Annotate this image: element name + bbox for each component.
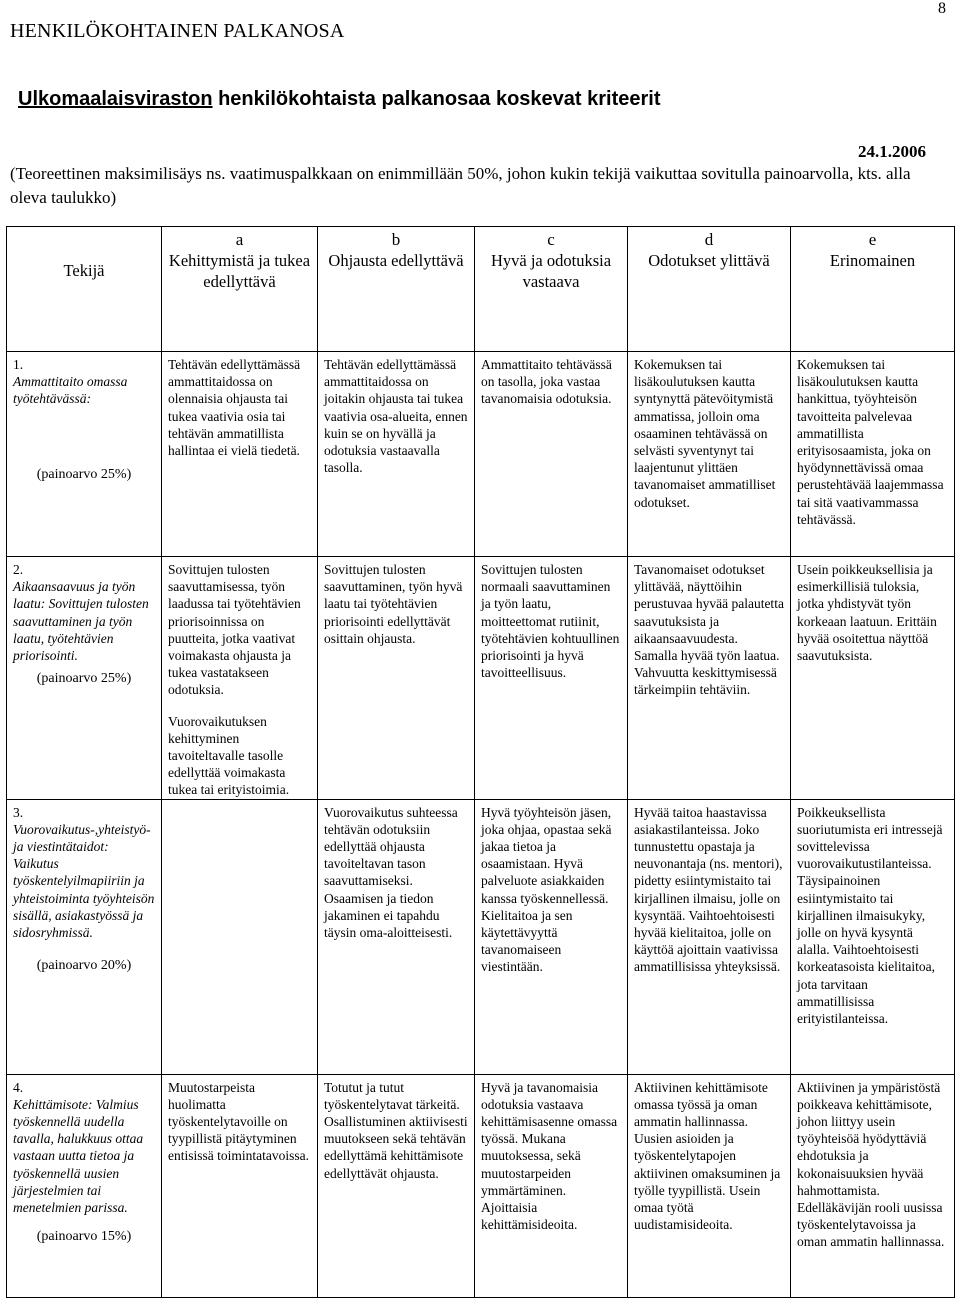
- cell-e: [791, 352, 955, 557]
- cell-text: Muutostarpeista huolimatta työskentelytavoille on tyypillistä pitäytyminen entisissä toimintatavoissa.: [168, 1079, 309, 1164]
- header-letter: e: [868, 230, 877, 249]
- header-e: [791, 227, 955, 352]
- document-date: 24.1.2006: [858, 142, 926, 161]
- cell-text-continued: Vuorovaikutuksen kehittyminen tavoiteltavalle tasolle edellyttää voimakasta tukea tai erityistoimia.: [168, 713, 290, 798]
- factor-number: 2.: [13, 562, 24, 577]
- header-letter: c: [547, 230, 555, 249]
- cell-c: [475, 557, 628, 800]
- cell-text: Totutut ja tutut työskentelytavat tärkeitä. Osallistuminen aktiivisesti muutokseen sekä tehtävän edellyttämä kehittämisote edellyttävät ohjausta.: [324, 1079, 468, 1181]
- cell-text: Tehtävän edellyttämässä ammattitaidossa on joitakin ohjausta tai tukea vaativia osa-alueita, ennen kuin se on hyvällä ja odotuksia vastaavalla tasolla.: [324, 357, 468, 476]
- cell-a: [162, 352, 318, 557]
- factor-description: Vaikutus työskentelyilmapiiriin ja yhteistoiminta työyhteisön sisällä, asiakastyössä ja sidosryhmissä.: [13, 856, 155, 941]
- header-label: Erinomainen: [829, 251, 916, 270]
- cell-b: [318, 799, 475, 1074]
- factor-name: Ammattitaito omassa työtehtävässä:: [13, 374, 128, 407]
- cell-e: [791, 557, 955, 800]
- cell-e: [791, 1074, 955, 1297]
- table-row: [7, 799, 955, 1074]
- factor-number: 4.: [13, 1079, 24, 1095]
- factor-cell: [7, 1074, 162, 1297]
- cell-text: Ammattitaito tehtävässä on tasolla, joka vastaa tavanomaisia odotuksia.: [481, 357, 612, 407]
- cell-a: [162, 1074, 318, 1297]
- table-row: [7, 1074, 955, 1297]
- cell-text: Vuorovaikutus suhteessa tehtävän odotuksiin edellyttää ohjausta tavoiteltavan tason saavuttamiseksi. Osaamisen ja tiedon jakaminen ei tapahdu täysin oma-aloitteisesti.: [324, 804, 458, 941]
- cell-text: Kokemuksen tai lisäkoulutuksen kautta hankittua, työyhteisön tavoitteita palvelevaa ammatillista erityisosaamista, joka on hyödynnettävissä omaa perustehtävää laajemmassa tai sitä vaativammassa tehtävässä.: [797, 357, 944, 527]
- factor-number: 1.: [13, 357, 24, 372]
- cell-a: [162, 557, 318, 800]
- cell-text: Aktiivinen kehittämisote omassa työssä ja oman ammatin hallinnassa. Uusien asioiden ja työskentelytapojen aktiivinen omaksuminen ja työlle tyypillistä. Usein omaa työtä uudistamisideoita.: [634, 1079, 781, 1233]
- cell-b: [318, 352, 475, 557]
- table-row: [7, 557, 955, 800]
- cell-text: Usein poikkeuksellisia ja esimerkillisiä tuloksia, jotka yhdistyvät työn korkeaan laatuun. Erittäin hyvää osoitettua näyttöä saavutuksista.: [797, 562, 937, 664]
- factor-name: Aikaansaavuus ja työn laatu:: [13, 579, 136, 612]
- heading-rest: henkilökohtaista palkanosaa koskevat kriteerit: [212, 88, 661, 110]
- cell-d: [628, 799, 791, 1074]
- factor-cell: [7, 352, 162, 557]
- cell-c: [475, 352, 628, 557]
- header-label: Ohjausta edellyttävä: [328, 251, 464, 270]
- cell-text: Sovittujen tulosten normaali saavuttaminen ja työn laatu, moitteettomat rutiinit, työtehtävien kohtuullinen priorisointi ja hyvä tavoitteellisuus.: [481, 562, 620, 681]
- factor-description: Sovittujen tulosten saavuttaminen ja työn laatu, työtehtävien priorisointi.: [13, 596, 149, 664]
- header-c: [475, 227, 628, 352]
- heading-underlined: Ulkomaalaisviraston: [18, 88, 213, 110]
- factor-weight: (painoarvo 25%): [36, 466, 132, 482]
- cell-text: Sovittujen tulosten saavuttaminen, työn hyvä laatu tai työtehtävien priorisointi edellyttävät osittain ohjausta.: [324, 562, 463, 646]
- main-heading: [18, 88, 661, 111]
- factor-weight: (painoarvo 25%): [36, 671, 132, 687]
- factor-cell: [7, 799, 162, 1074]
- factor-name: Kehittämisote:: [13, 1096, 93, 1112]
- cell-text: Kokemuksen tai lisäkoulutuksen kautta syntynyttä pätevöitymistä ammatissa, jolloin oma osaaminen tehtävässä on selvästi syventynyt tai laajentunut ylittäen tavanomaiset ammatilliset odotukset.: [634, 357, 776, 510]
- cell-text: Sovittujen tulosten saavuttamisessa, työn laadussa tai työtehtävien priorisoinnissa on puutteita, jotka vaativat voimakasta ohjausta ja tukea vastatakseen odotuksia.: [168, 562, 301, 698]
- cell-c: [475, 1074, 628, 1297]
- cell-text: Tehtävän edellyttämässä ammattitaidossa on olennaisia ohjausta tai tukea vaativia osia tai tehtävän ammatillista hallintaa ei vielä tiedetä.: [168, 357, 301, 459]
- header-label: Kehittymistä ja tukea edellyttävä: [168, 251, 311, 291]
- header-b: [318, 227, 475, 352]
- header-a: [162, 227, 318, 352]
- cell-e: [791, 799, 955, 1074]
- cell-c: [475, 799, 628, 1074]
- cell-d: [628, 1074, 791, 1297]
- header-row: [7, 227, 955, 352]
- header-label: Odotukset ylittävä: [648, 251, 770, 270]
- factor-description: Valmius työskennellä uudella tavalla, halukkuus ottaa vastaan uutta tietoa ja työskennellä uusien järjestelmien tai menetelmien parissa.: [13, 1096, 144, 1216]
- header-tekija: [7, 227, 162, 352]
- cell-text: Poikkeuksellista suoriutumista eri intressejä sovittelevissa vuorovaikutustilanteissa. Täysipainoinen esiintymistaito tai kirjallinen ilmaisukyky, jolle on hyvä kysyntä alalla. Vaihtoehtoisesti korkeatasoista kielitaitoa, jota tarvitaan ammatillisissa erityistilanteissa.: [797, 804, 943, 1027]
- header-label: Hyvä ja odotuksia vastaava: [490, 251, 612, 291]
- cell-text: Hyvä ja tavanomaisia odotuksia vastaava kehittämisasenne omassa työssä. Mukana muutoksessa, sekä muutostarpeiden ymmärtäminen. Ajoittaisia kehittämisideoita.: [481, 1079, 618, 1233]
- header-d: [628, 227, 791, 352]
- cell-text: Aktiivinen ja ympäristöstä poikkeava kehittämisote, johon liittyy usein työyhteisöä hyödyttäviä ehdotuksia ja kokonaisuuksien hyvää hahmottamista. Edelläkävijän rooli uusissa työskentelytavoissa ja oman ammatin hallinnassa.: [797, 1079, 945, 1250]
- cell-b: [318, 1074, 475, 1297]
- criteria-table: [6, 226, 955, 1298]
- header-letter: a: [235, 230, 244, 249]
- page-number: 8: [938, 0, 946, 17]
- factor-weight: (painoarvo 20%): [36, 958, 132, 974]
- table-row: [7, 352, 955, 557]
- factor-weight: (painoarvo 15%): [36, 1229, 132, 1245]
- factor-number: 3.: [13, 804, 24, 820]
- header-letter: d: [704, 230, 714, 249]
- intro-text: (Teoreettinen maksimilisäys ns. vaatimuspalkkaan on enimmillään 50%, johon kukin tekijä vaikuttaa sovitulla painoarvolla, kts. alla oleva taulukko): [10, 164, 911, 207]
- cell-text: Hyvä työyhteisön jäsen, joka ohjaa, opastaa sekä jakaa tietoa ja osaamistaan. Hyvä palveluote asiakkaiden kanssa työskennellessä. Kielitaitoa ja sen käytettävyyttä tavanomaiseen viestintään.: [481, 804, 612, 975]
- factor-name: Vuorovaikutus-,yhteistyö- ja viestintätaidot:: [13, 821, 151, 855]
- cell-text: Tavanomaiset odotukset ylittävää, näyttöihin perustuvaa hyvää palautetta saavutuksista ja aikaansaavuudesta. Samalla hyvää työn laatua. Vahvuutta keskittymisessä tärkeimpiin tehtäviin.: [634, 562, 784, 698]
- cell-b: [318, 557, 475, 800]
- header-label: Tekijä: [63, 260, 105, 280]
- cell-d: [628, 557, 791, 800]
- factor-cell: [7, 557, 162, 800]
- section-title: HENKILÖKOHTAINEN PALKANOSA: [10, 20, 345, 42]
- cell-d: [628, 352, 791, 557]
- cell-a: [162, 799, 318, 1074]
- cell-text: Hyvää taitoa haastavissa asiakastilanteissa. Joko tunnustettu opastaja ja neuvonantaja (ns. mentori), pidetty esiintymistaito tai kirjallinen ilmaisu, jolle on kysyntää. Vaihtoehtoisesti hyvää kielitaitoa, jolle on käyttöä ajoittain vaativissa ammatillisissa yhteyksissä.: [634, 804, 783, 975]
- header-letter: b: [391, 230, 401, 249]
